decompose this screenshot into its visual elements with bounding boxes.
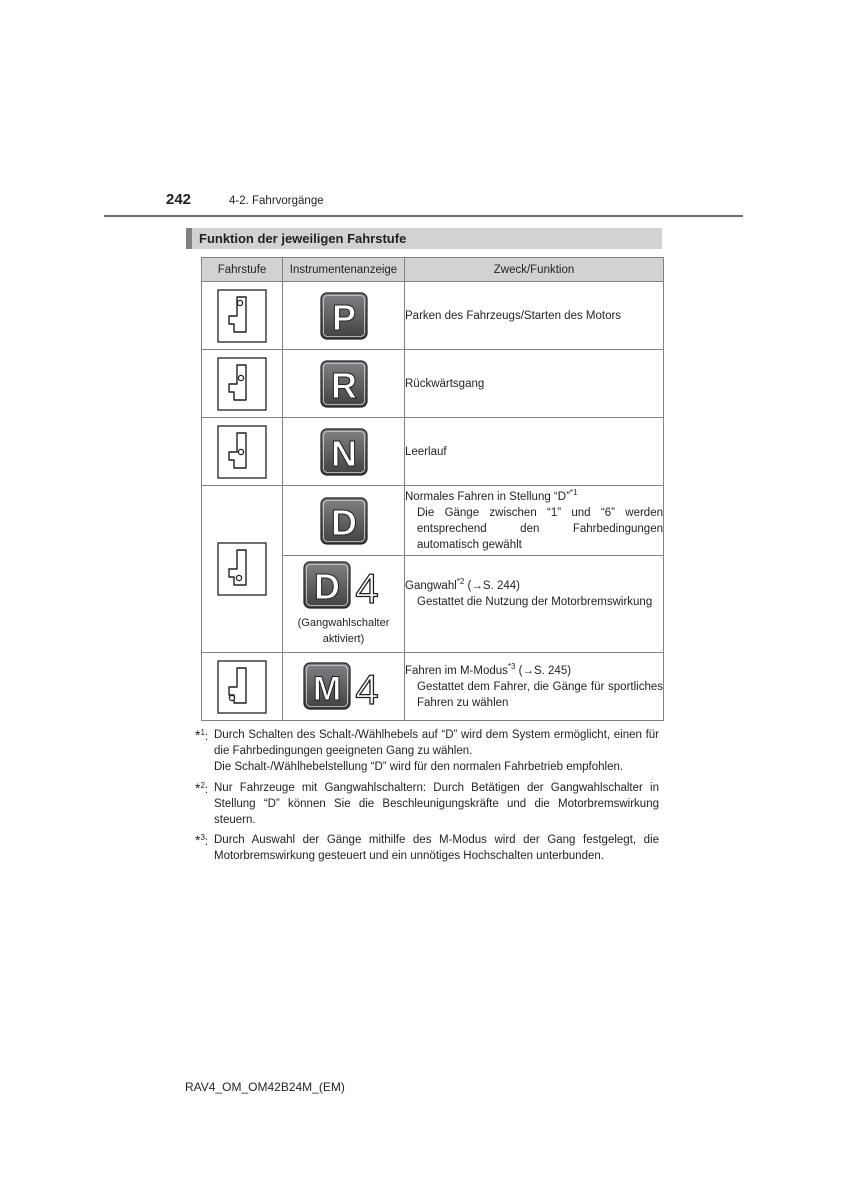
section-heading-text: Funktion der jeweiligen Fahrstufe (199, 231, 407, 246)
shift-gate-cell (202, 486, 283, 653)
svg-text:D: D (330, 501, 357, 543)
description-title: Normales Fahren in Stellung “D”$^{*1}$ (405, 487, 578, 503)
description-body: Gestattet die Nutzung der Motorbremswirkung (417, 596, 653, 608)
shift-gate-cell (202, 418, 283, 486)
table-row-d (202, 486, 664, 556)
footnote-marker: *$^3$: (195, 832, 209, 848)
function-description (405, 486, 664, 556)
table-row-p (202, 282, 664, 350)
indicator-cell (283, 556, 405, 653)
footnote-text: Nur Fahrzeuge mit Gangwahlschaltern: Durch Betätigen der Gangwahlschalter in Stellung “D” können Sie die Beschleunigungskräfte und die Motorbremswirkung steuern. (214, 782, 659, 826)
footnote-3 (195, 832, 659, 864)
svg-text:R: R (330, 364, 357, 406)
svg-text:N: N (330, 432, 357, 474)
page-number: 242 (166, 191, 192, 208)
indicator-d-badge (320, 497, 368, 545)
footnote-1 (195, 727, 659, 775)
indicator-cell (283, 350, 405, 418)
header-rule (104, 215, 743, 217)
indicator-p-badge (320, 292, 368, 340)
table-row-m4 (202, 653, 664, 721)
footnote-text: Durch Schalten des Schalt-/Wählhebels auf “D” wird dem System ermöglicht, einen für die Fahrbedingungen geeigneten Gang zu wählen. Die Schalt-/Wählhebelstellung “D” wird für den normalen Fahrbetrieb empfohlen. (214, 729, 659, 773)
shift-gate-m-icon (217, 660, 267, 714)
function-description: Leerlauf (405, 418, 664, 486)
indicator-n-badge (320, 428, 368, 476)
table-header-row (202, 258, 664, 282)
indicator-cell (283, 653, 405, 721)
footnote-2 (195, 780, 659, 828)
table-row-r (202, 350, 664, 418)
function-description (405, 556, 664, 653)
shift-gate-n-icon (217, 425, 267, 479)
footnote-text: Durch Auswahl der Gänge mithilfe des M-Modus wird der Gang festgelegt, die Motorbremswirkung gesteuert und ein unnötiges Hochschalten unterbunden. (214, 834, 659, 862)
section-label: 4-2. Fahrvorgänge (229, 195, 324, 207)
footnote-marker: *$^1$: (195, 727, 209, 743)
section-heading (186, 228, 662, 249)
gear-function-table (201, 257, 664, 721)
svg-text:4: 4 (354, 665, 379, 712)
indicator-m4-badge (303, 662, 385, 712)
svg-text:D: D (313, 566, 340, 607)
shift-gate-cell (202, 282, 283, 350)
function-description: Rückwärtsgang (405, 350, 664, 418)
indicator-caption: (Gangwahlschalter aktiviert) (297, 617, 390, 645)
table-row-n (202, 418, 664, 486)
description-body: Die Gänge zwischen “1” und “6” werden entsprechend den Fahrbedingungen automatisch gewählt (417, 506, 663, 551)
indicator-cell (283, 282, 405, 350)
indicator-r-badge (320, 360, 368, 408)
shift-gate-p-icon (217, 289, 267, 343)
footnote-marker: *$^2$: (195, 780, 209, 796)
shift-gate-cell (202, 653, 283, 721)
function-description: Parken des Fahrzeugs/Starten des Motors (405, 282, 664, 350)
col-header-fahrstufe: Fahrstufe (202, 258, 283, 282)
document-footer: RAV4_OM_OM42B24M_(EM) (185, 1080, 345, 1094)
shift-gate-cell (202, 350, 283, 418)
indicator-d4-badge (303, 561, 385, 611)
shift-gate-d-icon (217, 542, 267, 596)
svg-text:P: P (331, 296, 356, 338)
col-header-zweck: Zweck/Funktion (405, 258, 664, 282)
description-title: Gangwahl$^{*2}$ (→S. 244) (405, 577, 520, 592)
indicator-cell (283, 486, 405, 556)
col-header-instrumentenanzeige: Instrumentenanzeige (283, 258, 405, 282)
indicator-cell (283, 418, 405, 486)
svg-text:4: 4 (354, 565, 379, 611)
shift-gate-r-icon (217, 357, 267, 411)
svg-text:M: M (312, 669, 341, 708)
description-title: Fahren im M-Modus$^{*3}$ (→S. 245) (405, 661, 572, 677)
description-body: Gestattet dem Fahrer, die Gänge für sportliches Fahren zu wählen (417, 680, 663, 709)
function-description (405, 653, 664, 721)
